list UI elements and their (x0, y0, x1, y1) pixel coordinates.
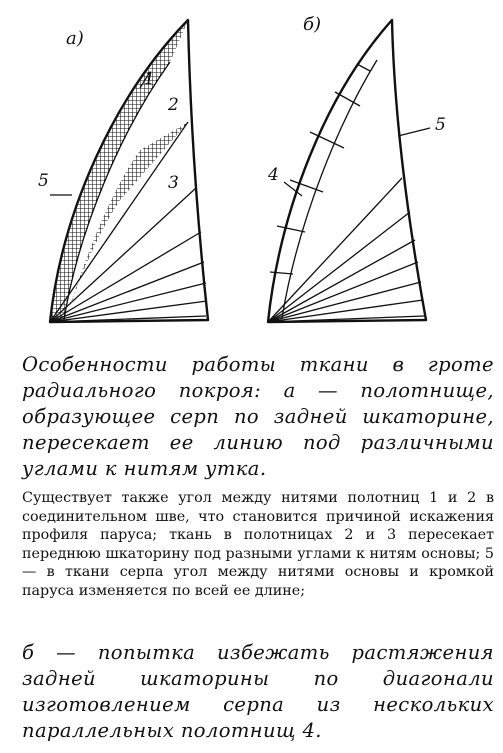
panel-a (38, 20, 208, 322)
radial-seams-b (268, 178, 424, 322)
sail-b-outline (268, 20, 426, 322)
label-5-b: 5 (435, 115, 446, 135)
label-4: 4 (268, 165, 279, 185)
sail-figure (0, 0, 503, 345)
caption-detail: Существует также угол между нитями полотниц 1 и 2 в соединительном шве, что становится причиной искажения профиля паруса; ткань в полотницах 2 и 3 пересекает переднюю шкаторину под разными углами к нитям основы; 5 — в ткани серпа угол между нитями основы и кромкой паруса изменяется по всей ее длине; (22, 490, 494, 599)
label-3: 3 (168, 173, 179, 193)
panel-b-label: б) (303, 14, 322, 35)
label-5-a: 5 (38, 171, 49, 191)
panel-a-label: а) (66, 28, 84, 49)
leader-5-b (398, 128, 430, 136)
caption-b: б — попытка избежать растяжения задней шкаторины по диагонали изготовлением серпа из нескольких параллельных полотнищ 4. (22, 641, 494, 742)
roach-panel-seams (270, 64, 370, 274)
label-1: 1 (144, 69, 155, 89)
panel-b (267, 14, 446, 322)
caption-main: Особенности работы ткани в гроте радиального покроя: а — полотнище, образующее серп по задней шкаторине, пересекает ее линию под различными углами к нитям утка. (22, 353, 494, 480)
label-2: 2 (168, 95, 179, 115)
